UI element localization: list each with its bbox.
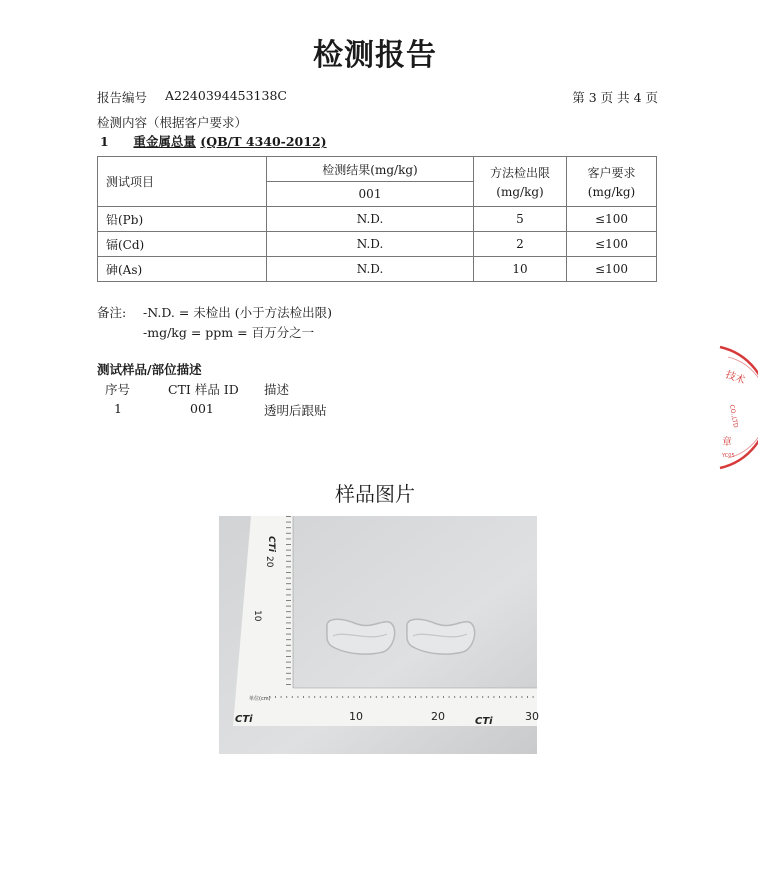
header-sample-id: 001: [267, 182, 474, 207]
company-seal-stamp: [698, 345, 758, 470]
cell-req: ≤100: [567, 257, 657, 282]
notes-label: 备注:: [97, 305, 127, 320]
sample-header-desc: 描述: [264, 382, 290, 397]
section1-index: 1: [100, 134, 109, 149]
heel-pad-right: [407, 619, 475, 654]
table-row: [98, 232, 657, 257]
cell-mdl: 5: [474, 207, 567, 232]
results-table: [97, 156, 657, 282]
sample-header-id: CTI 样品 ID: [168, 382, 239, 397]
page-info: 第 3 页 共 4 页: [572, 90, 658, 105]
cell-req: ≤100: [567, 207, 657, 232]
header-mdl: [474, 157, 567, 207]
header-requirement: [567, 157, 657, 207]
cell-mdl: 2: [474, 232, 567, 257]
ruler-number-20: 20: [431, 710, 445, 723]
sample-id: 001: [190, 401, 214, 416]
report-title: 检测报告: [313, 38, 437, 73]
cell-item: 铅(Pb): [98, 207, 267, 232]
cell-req: ≤100: [567, 232, 657, 257]
section1-heading: [100, 132, 327, 150]
svg-text:章: 章: [722, 437, 732, 448]
header-req-line2: (mg/kg): [587, 185, 636, 199]
ruler-brand-bottom: CTi: [475, 716, 493, 727]
sample-seq: 1: [114, 401, 122, 416]
heel-pad-left: [327, 619, 395, 654]
cell-result: N.D.: [267, 257, 474, 282]
cell-mdl: 10: [474, 257, 567, 282]
header-mdl-line1: 方法检出限: [489, 166, 550, 180]
section2-heading: 测试样品/部位描述: [97, 362, 202, 377]
ruler-vertical-20: 20: [264, 556, 274, 568]
cell-result: N.D.: [267, 207, 474, 232]
cell-item: 砷(As): [98, 257, 267, 282]
header-test-item: 测试项目: [98, 157, 267, 207]
ruler-number-30: 30: [525, 710, 539, 723]
report-number-label: 报告编号: [97, 90, 148, 105]
ruler-brand-vertical: CTi: [266, 536, 276, 552]
test-content-label: 检测内容（根据客户要求）: [97, 115, 248, 130]
section1-title: 重金属总量: [133, 134, 196, 149]
sample-header-seq: 序号: [105, 382, 131, 397]
table-row: [98, 257, 657, 282]
svg-text:YC05: YC05: [722, 453, 735, 459]
svg-text:CO.,LTD: CO.,LTD: [728, 404, 739, 429]
sample-photo-image: [219, 516, 537, 754]
picture-title: 样品图片: [335, 482, 415, 506]
note-line2: -mg/kg = ppm = 百万分之一: [143, 325, 315, 340]
sample-photo: [219, 516, 537, 754]
ruler-vertical-10: 10: [252, 610, 262, 622]
table-row: [98, 207, 657, 232]
header-result: 检测结果(mg/kg): [267, 157, 474, 182]
sample-desc: 透明后跟贴: [264, 403, 327, 418]
header-mdl-line2: (mg/kg): [496, 185, 544, 199]
ruler-brand-bottom-left: CTi: [235, 714, 253, 725]
ruler-number-10: 10: [349, 710, 363, 723]
section1-standard: (QB/T 4340-2012): [200, 134, 327, 149]
report-number-value: A2240394453138C: [165, 88, 287, 103]
svg-text:技术: 技术: [723, 369, 747, 387]
cell-result: N.D.: [267, 232, 474, 257]
note-line1: -N.D. = 未检出 (小于方法检出限): [143, 305, 333, 320]
cell-item: 镉(Cd): [98, 232, 267, 257]
ruler-unit-label: 单位(cm): [249, 696, 271, 702]
header-req-line1: 客户要求: [587, 166, 636, 180]
